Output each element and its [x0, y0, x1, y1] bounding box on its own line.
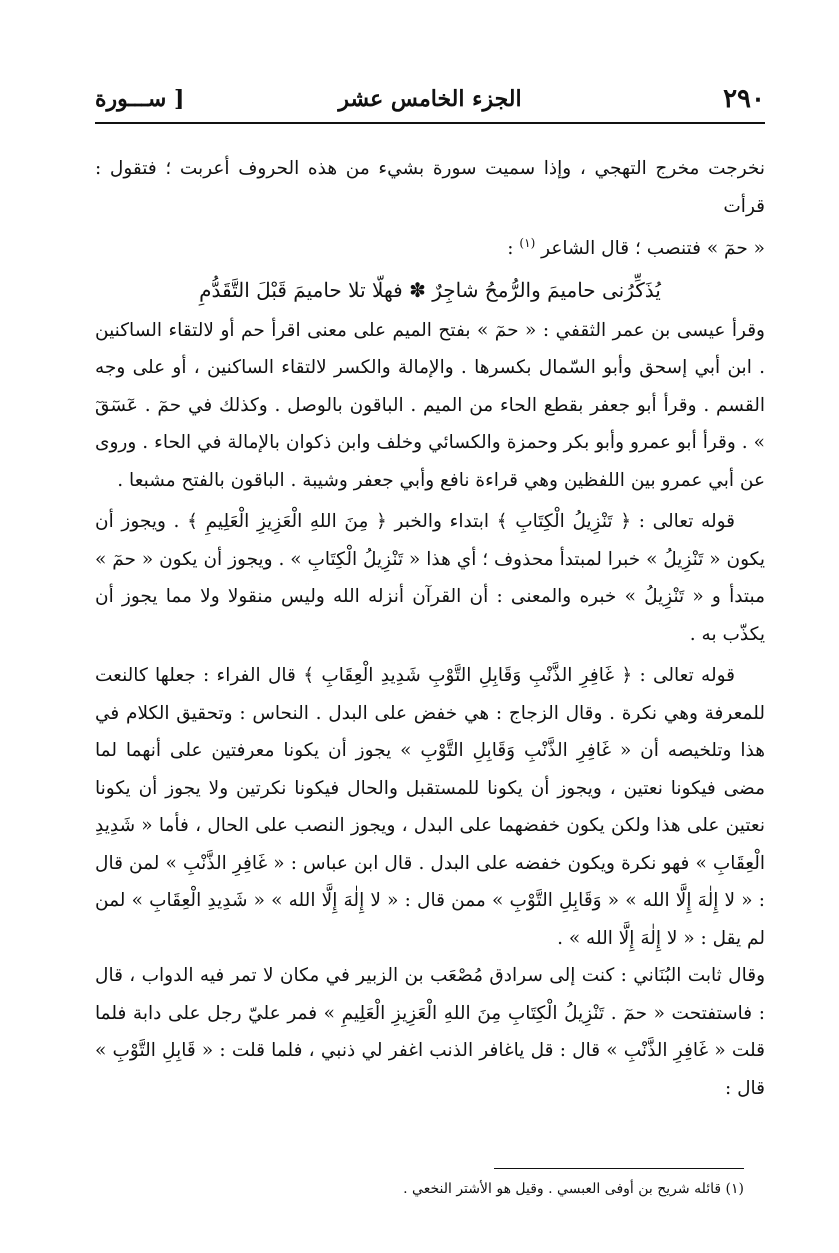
footnote-marker: (١) [519, 236, 536, 250]
part-title: الجزء الخامس عشر [338, 86, 522, 112]
page-header [95, 78, 765, 124]
paragraph-thabit: وقال ثابت البُنَاني : كنت إلى سرادق مُصْعَب بن الزبير في مكان لا تمر فيه الدواب ، قال : فاستفتحت « حمٓ . تَنْزِيلُ الْكِتَابِ مِنَ اللهِ الْعَزِيزِ الْعَلِيمِ » فمر عليّ رجل على دابة فلما قلت « غَافِرِ الذَّنْبِ » قال : قل ياغافر الذنب اغفر لي ذنبي ، فلما قلت : « قَابِلِ التَّوْبِ » قال : [95, 965, 765, 1099]
surah-label: [ ســـورة [95, 86, 185, 112]
paragraph-ghafir: قوله تعالى : ﴿ غَافِرِ الذَّنْبِ وَقَابِلِ التَّوْبِ شَدِيدِ الْعِقَابِ ﴾ قال الفراء : جعلها كالنعت للمعرفة وهي نكرة . وقال الزجاج : هي خفض على البدل . النحاس : وتحقيق الكلام في هذا وتلخيصه أن « غَافِرِ الذَّنْبِ وَقَابِلِ التَّوْبِ » يجوز أن يكونا معرفتين على أنهما لما مضى فيكونا نعتين ، ويجوز أن يكونا للمستقبل والحال فيكونا نكرتين ولا يجوز أن يكونا نعتين على هذا ولكن يكون خفضهما على البدل ، ويجوز النصب على الحال ، فأما « شَدِيدِ الْعِقَابِ » فهو نكرة ويكون خفضه على البدل . قال ابن عباس : « غَافِرِ الذَّنْبِ » لمن قال : « لا إِلٰهَ إِلَّا الله » « وَقَابِلِ التَّوْبِ » ممن قال : « لا إِلٰهَ إِلَّا الله » « شَدِيدِ الْعِقَابِ » لمن لم يقل : « لا إِلٰهَ إِلَّا الله » . [95, 665, 765, 949]
body-text [95, 150, 765, 1107]
page-number: ٢٩٠ [723, 84, 765, 114]
poetry-verse: يُذَكِّرُنى حاميمَ والرُّمحُ شاجِرٌ ✽ فهلّا تلا حاميمَ قَبْلَ التَّقَدُّمِ [199, 277, 661, 302]
footnote-divider [494, 1168, 744, 1169]
paragraph-readings: وقرأ عيسى بن عمر الثقفي : « حمٓ » بفتح الميم على معنى اقرأ حم أو لالتقاء الساكنين . ابن أبي إسحق وأبو السّمال بكسرها . والإمالة والكسر لالتقاء الساكنين ، أو على وجه القسم . وقرأ أبو جعفر بقطع الحاء من الميم . الباقون بالوصل . وكذلك في حمٓ . عٓسٓقٓ » . وقرأ أبو عمرو وأبو بكر وحمزة والكسائي وخلف وابن ذكوان بالإمالة في الحاء . وروى عن أبي عمرو بين اللفظين وهي قراءة نافع وأبي جعفر وشيبة . الباقون بالفتح مشبعا . [95, 319, 765, 491]
paragraph-tanzil: قوله تعالى : ﴿ تَنْزِيلُ الْكِتَابِ ﴾ ابتداء والخبر ﴿ مِنَ اللهِ الْعَزِيزِ الْعَلِيمِ ﴾ . ويجوز أن يكون « تَنْزِيلُ » خبرا لمبتدأ محذوف ؛ أي هذا « تَنْزِيلُ الْكِتَابِ » . ويجوز أن يكون « حمٓ » مبتدأ و « تَنْزِيلُ » خبره والمعنى : أن القرآن أنزله الله وليس منقولا ولا مما يجوز أن يكذّب به . [95, 511, 765, 645]
paragraph-poet-intro: « حمٓ » فتنصب ؛ قال الشاعر $^{(١)}$ : [507, 236, 765, 260]
poet-intro-text: « حمٓ » فتنصب ؛ قال الشاعر [541, 238, 765, 260]
paragraph-intro: نخرجت مخرج التهجي ، وإذا سميت سورة بشيء من هذه الحروف أعربت ؛ فتقول : قرأت [95, 158, 765, 217]
footnote: (١) قائله شريح بن أوفى العبسي . وقيل هو الأشتر النخعي . [403, 1181, 744, 1197]
